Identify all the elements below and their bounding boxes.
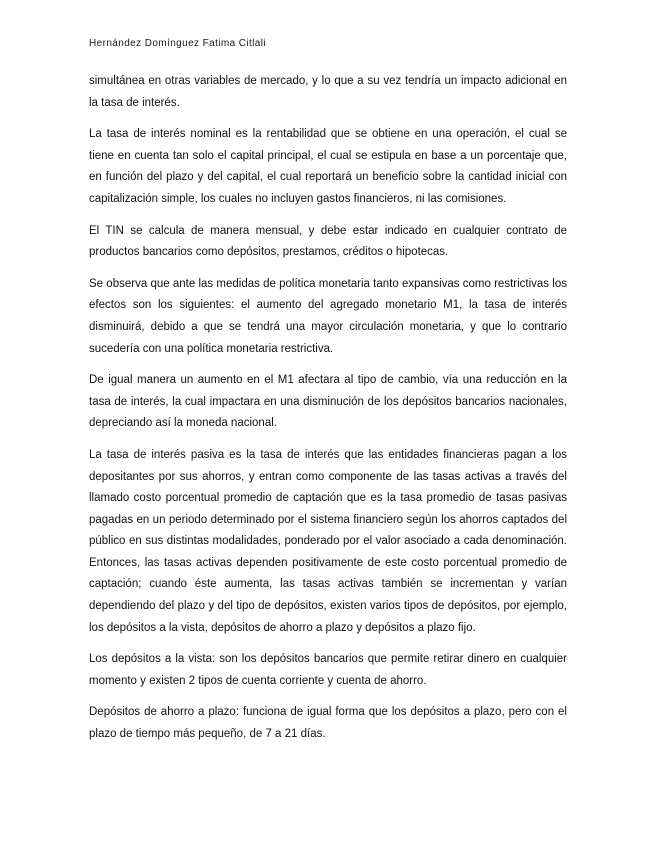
paragraph: El TIN se calcula de manera mensual, y debe estar indicado en cualquier contrato de productos bancarios como depósitos, prestamos, créditos o hipotecas.	[89, 224, 567, 259]
paragraph: simultánea en otras variables de mercado, y lo que a su vez tendría un impacto adicional en la tasa de interés.	[89, 75, 567, 109]
paragraph: Se observa que ante las medidas de política monetaria tanto expansivas como restrictivas los efectos son los siguientes: el aumento del agregado monetario M1, la tasa de interés disminuirá, debido a que se tendrá una mayor circulación monetaria, y que lo contrario sucedería con una política monetaria restrictiva.	[89, 277, 567, 355]
paragraph: La tasa de interés pasiva es la tasa de interés que las entidades financieras pagan a los depositantes por sus ahorros, y entran como componente de las tasas activas a través del llamado costo porcentual promedio de captación que es la tasa promedio de tasas pasivas pagadas en un periodo determinado por el sistema financiero según los ahorros captados del público en sus distintas modalidades, ponderado por el valor asociado a cada denominación. Entonces, las tasas activas dependen positivamente de este costo porcentual promedio de captación; cuando éste aumenta, las tasas activas también se incrementan y varían dependiendo del plazo y del tipo de depósitos, existen varios tipos de depósitos, por ejemplo, los depósitos a la vista, depósitos de ahorro a plazo y depósitos a plazo fijo.	[89, 448, 567, 634]
paragraph: Depósitos de ahorro a plazo: funciona de igual forma que los depósitos a plazo, pero con el plazo de tiempo más pequeño, de 7 a 21 días.	[89, 706, 567, 741]
paragraph: De igual manera un aumento en el M1 afectara al tipo de cambio, vía una reducción en la tasa de interés, la cual impactara en una disminución de los depósitos bancarios nacionales, depreciando así la moneda nacional.	[89, 374, 567, 430]
document-body	[89, 71, 567, 756]
paragraph: La tasa de interés nominal es la rentabilidad que se obtiene en una operación, el cual se tiene en cuenta tan solo el capital principal, el cual se estipula en base a un porcentaje que, en función del plazo y del capital, el cual reportará un beneficio sobre la cantidad inicial con capitalización simple, los cuales no incluyen gastos financieros, ni las comisiones.	[89, 128, 567, 205]
page-header-author: Hernández Domínguez Fatima Citlali	[89, 38, 267, 49]
paragraph: Los depósitos a la vista: son los depósitos bancarios que permite retirar dinero en cualquier momento y existen 2 tipos de cuenta corriente y cuenta de ahorro.	[89, 653, 567, 687]
